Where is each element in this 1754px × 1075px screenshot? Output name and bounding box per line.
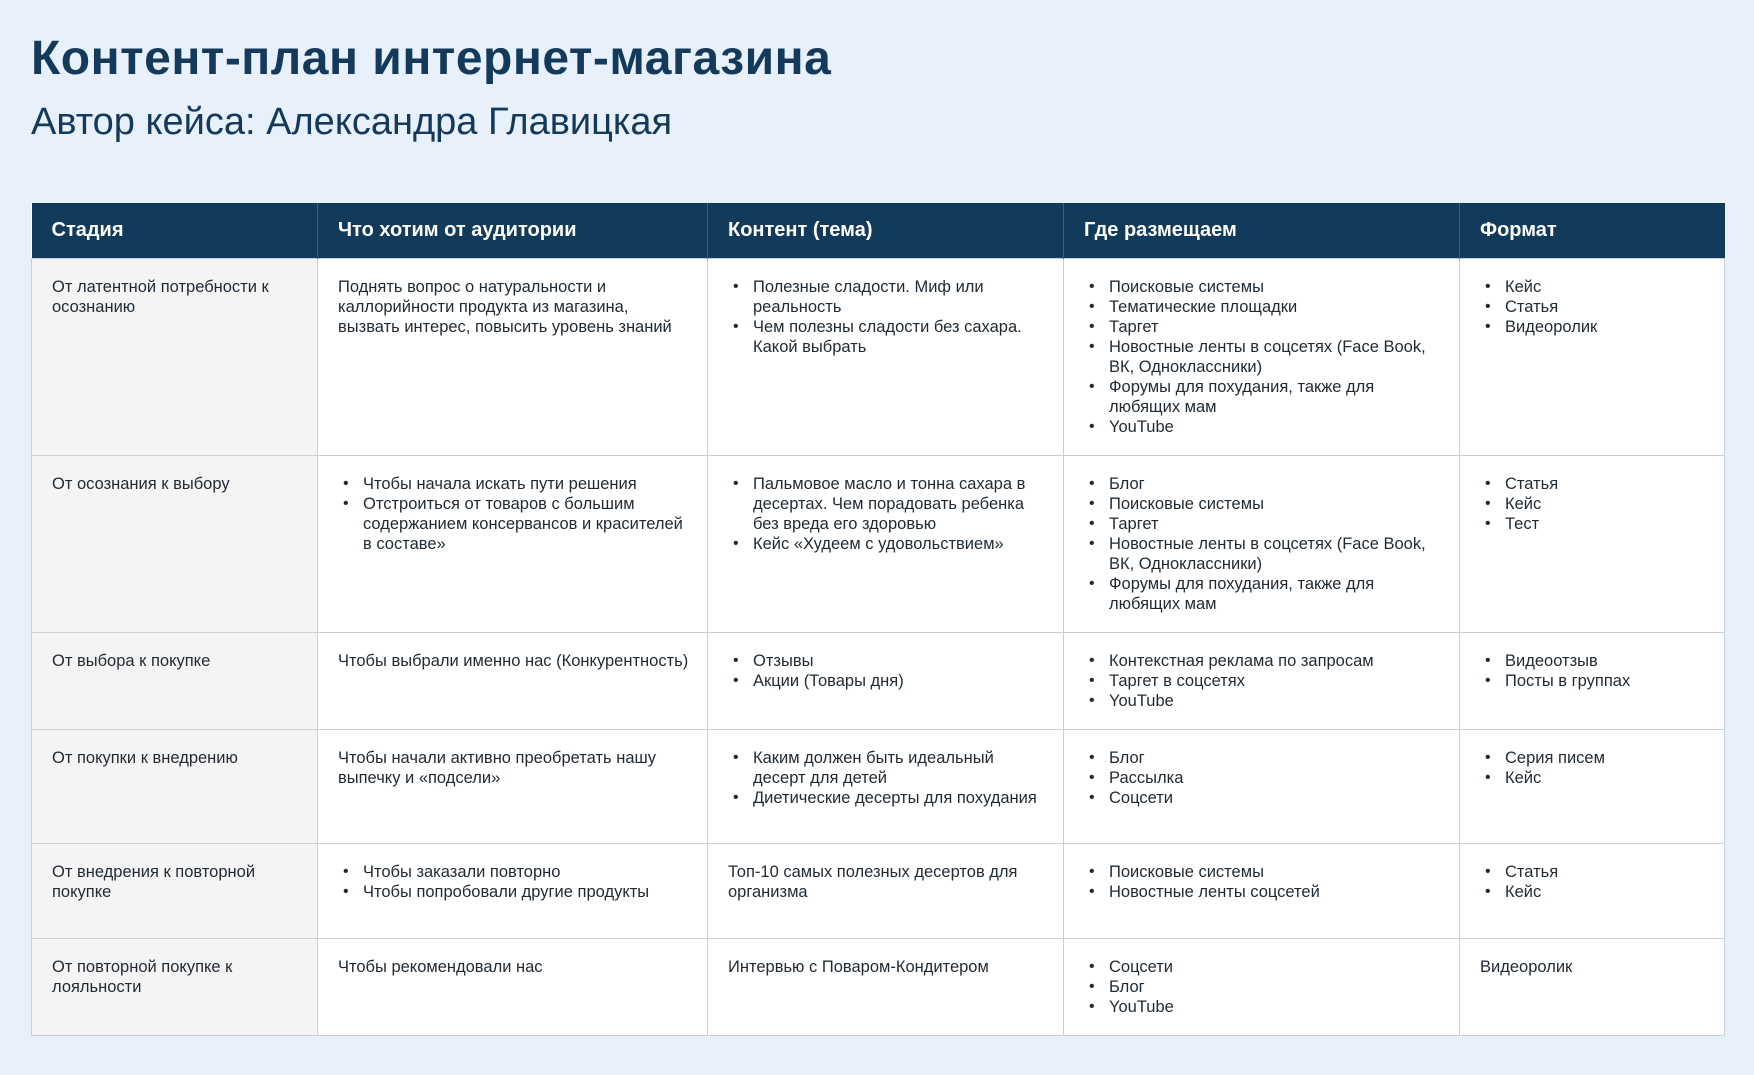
column-header-format: Формат	[1460, 203, 1725, 259]
list-item: • Чтобы начала искать пути решения	[363, 474, 693, 494]
list-item: • Видеоотзыв	[1505, 651, 1710, 671]
list-item: • Соцсети	[1109, 788, 1445, 808]
list-item: • Тематические площадки	[1109, 297, 1445, 317]
list-item: • Отзывы	[753, 651, 1049, 671]
content-cell	[708, 730, 1064, 844]
list-item: • Кейс	[1505, 768, 1710, 788]
content-cell	[708, 633, 1064, 730]
format-cell	[1460, 939, 1725, 1036]
list-item: • Новостные ленты соцсетей	[1109, 882, 1445, 902]
list-item: • Каким должен быть идеальный десерт для детей	[753, 748, 1049, 788]
list-item: • Блог	[1109, 977, 1445, 997]
list-item: • Чтобы заказали повторно	[363, 862, 693, 882]
goal-text: Чтобы выбрали именно нас (Конкурентность)	[338, 652, 689, 670]
table-header-row	[32, 203, 1725, 259]
goal-cell	[318, 633, 708, 730]
placement-list	[1084, 957, 1445, 1017]
placement-cell	[1064, 939, 1460, 1036]
table-row	[32, 633, 1725, 730]
list-item: • YouTube	[1109, 997, 1445, 1017]
list-item: • Рассылка	[1109, 768, 1445, 788]
list-item: • YouTube	[1109, 417, 1445, 437]
list-item: • Форумы для похудания, также для любящих мам	[1109, 574, 1445, 614]
placement-cell	[1064, 730, 1460, 844]
list-item: • Блог	[1109, 474, 1445, 494]
list-item: • Поисковые системы	[1109, 277, 1445, 297]
table-row	[32, 730, 1725, 844]
placement-list	[1084, 277, 1445, 437]
column-header-content: Контент (тема)	[708, 203, 1064, 259]
format-cell	[1460, 259, 1725, 456]
content-list	[728, 651, 1049, 691]
content-cell	[708, 939, 1064, 1036]
goal-text: Поднять вопрос о натуральности и каллорийности продукта из магазина, вызвать интерес, повысить уровень знаний	[338, 278, 672, 336]
format-cell	[1460, 456, 1725, 633]
list-item: • Посты в группах	[1505, 671, 1710, 691]
list-item: • Кейс	[1505, 494, 1710, 514]
list-item: • Видеоролик	[1505, 317, 1710, 337]
goal-list	[338, 474, 693, 554]
list-item: • Кейс	[1505, 882, 1710, 902]
list-item: • Чтобы попробовали другие продукты	[363, 882, 693, 902]
format-list	[1480, 651, 1710, 691]
content-plan-table-wrapper	[31, 203, 1724, 1036]
placement-cell	[1064, 259, 1460, 456]
table-row	[32, 939, 1725, 1036]
list-item: • Новостные ленты в соцсетях (Face Book, ВК, Одноклассники)	[1109, 337, 1445, 377]
list-item: • Кейс «Худеем с удовольствием»	[753, 534, 1049, 554]
placement-list	[1084, 748, 1445, 808]
format-list	[1480, 748, 1710, 788]
list-item: • Статья	[1505, 862, 1710, 882]
stage-cell: От осознания к выбору	[32, 456, 318, 633]
format-list	[1480, 862, 1710, 902]
list-item: • Кейс	[1505, 277, 1710, 297]
list-item: • Отстроиться от товаров с большим содержанием консервансов и красителей в составе»	[363, 494, 693, 554]
content-cell	[708, 456, 1064, 633]
content-text: Интервью с Поваром-Кондитером	[728, 958, 989, 976]
placement-cell	[1064, 844, 1460, 939]
list-item: • Таргет	[1109, 317, 1445, 337]
table-row	[32, 456, 1725, 633]
content-text: Топ-10 самых полезных десертов для организма	[728, 863, 1018, 901]
list-item: • YouTube	[1109, 691, 1445, 711]
list-item: • Форумы для похудания, также для любящих мам	[1109, 377, 1445, 417]
list-item: • Серия писем	[1505, 748, 1710, 768]
content-plan-table	[31, 203, 1725, 1036]
list-item: • Поисковые системы	[1109, 494, 1445, 514]
column-header-goal: Что хотим от аудитории	[318, 203, 708, 259]
stage-cell: От внедрения к повторной покупке	[32, 844, 318, 939]
goal-cell	[318, 844, 708, 939]
list-item: • Статья	[1505, 474, 1710, 494]
list-item: • Поисковые системы	[1109, 862, 1445, 882]
placement-cell	[1064, 456, 1460, 633]
list-item: • Пальмовое масло и тонна сахара в десертах. Чем порадовать ребенка без вреда его здоровью	[753, 474, 1049, 534]
list-item: • Соцсети	[1109, 957, 1445, 977]
placement-list	[1084, 651, 1445, 711]
format-list	[1480, 474, 1710, 534]
goal-text: Чтобы рекомендовали нас	[338, 958, 543, 976]
format-text: Видеоролик	[1480, 958, 1573, 976]
list-item: • Тест	[1505, 514, 1710, 534]
content-list	[728, 748, 1049, 808]
goal-text: Чтобы начали активно преобретать нашу выпечку и «подсели»	[338, 749, 656, 787]
table-row	[32, 844, 1725, 939]
content-list	[728, 277, 1049, 357]
list-item: • Диетические десерты для похудания	[753, 788, 1049, 808]
goal-cell	[318, 730, 708, 844]
list-item: • Акции (Товары дня)	[753, 671, 1049, 691]
page-header	[31, 34, 831, 144]
stage-cell: От покупки к внедрению	[32, 730, 318, 844]
goal-cell	[318, 456, 708, 633]
stage-cell: От латентной потребности к осознанию	[32, 259, 318, 456]
format-cell	[1460, 633, 1725, 730]
stage-cell: От повторной покупке к лояльности	[32, 939, 318, 1036]
content-cell	[708, 259, 1064, 456]
goal-cell	[318, 939, 708, 1036]
content-list	[728, 474, 1049, 554]
goal-cell	[318, 259, 708, 456]
list-item: • Контекстная реклама по запросам	[1109, 651, 1445, 671]
page-title: Контент-план интернет-магазина	[31, 32, 832, 85]
table-body	[32, 259, 1725, 1036]
list-item: • Таргет	[1109, 514, 1445, 534]
content-cell	[708, 844, 1064, 939]
list-item: • Статья	[1505, 297, 1710, 317]
table-row	[32, 259, 1725, 456]
list-item: • Таргет в соцсетях	[1109, 671, 1445, 691]
format-cell	[1460, 730, 1725, 844]
goal-list	[338, 862, 693, 902]
column-header-placement: Где размещаем	[1064, 203, 1460, 259]
list-item: • Новостные ленты в соцсетях (Face Book, ВК, Одноклассники)	[1109, 534, 1445, 574]
list-item: • Чем полезны сладости без сахара. Какой выбрать	[753, 317, 1049, 357]
stage-cell: От выбора к покупке	[32, 633, 318, 730]
placement-list	[1084, 474, 1445, 614]
format-cell	[1460, 844, 1725, 939]
column-header-stage: Стадия	[32, 203, 318, 259]
placement-list	[1084, 862, 1445, 902]
format-list	[1480, 277, 1710, 337]
page-subtitle: Автор кейса: Александра Главицкая	[31, 101, 673, 144]
list-item: • Полезные сладости. Миф или реальность	[753, 277, 1049, 317]
placement-cell	[1064, 633, 1460, 730]
list-item: • Блог	[1109, 748, 1445, 768]
